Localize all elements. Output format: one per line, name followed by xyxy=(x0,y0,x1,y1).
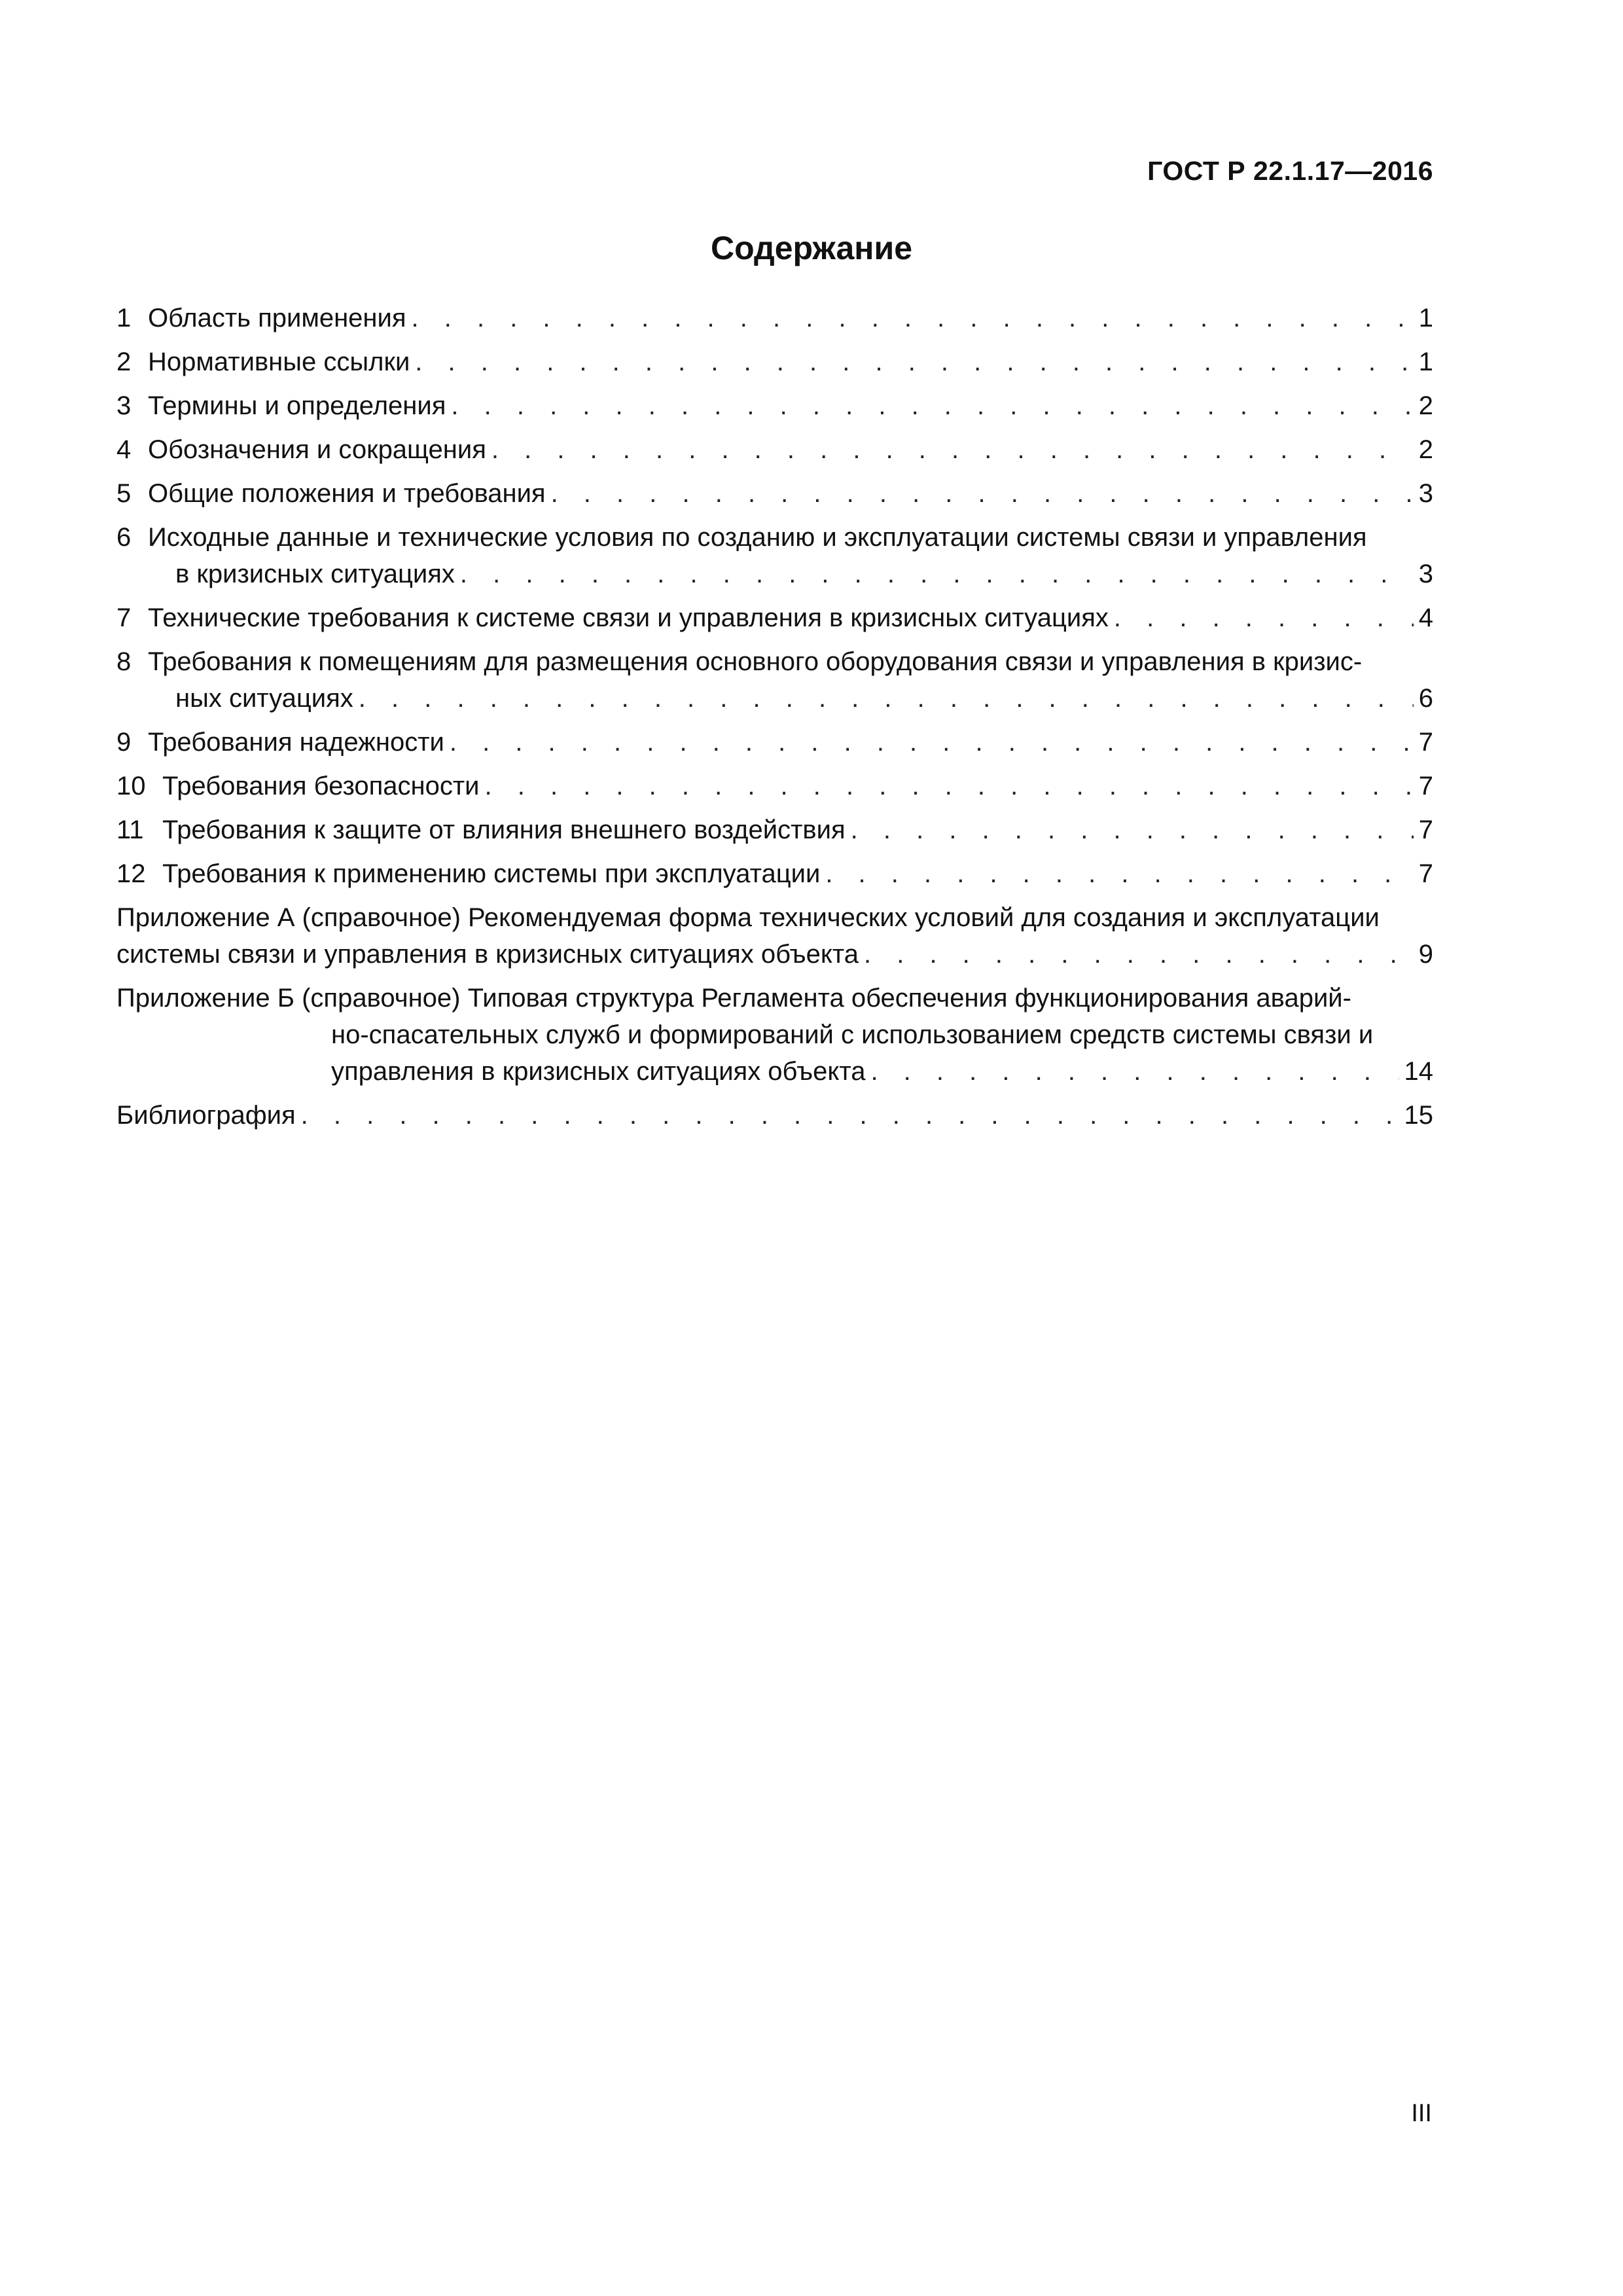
toc-label-line: Приложение А (справочное) Рекомендуемая форма технических условий для создания и эксплуатации xyxy=(116,903,1380,932)
toc-label: Требования к применению системы при эксплуатации xyxy=(162,859,821,888)
dot-leader xyxy=(450,724,1414,761)
toc-page-number: 7 xyxy=(1418,859,1433,888)
page-title: Содержание xyxy=(710,230,913,266)
dot-leader xyxy=(551,475,1414,512)
toc-number: 9 xyxy=(116,728,132,757)
dot-leader xyxy=(415,344,1413,380)
toc-number: 4 xyxy=(116,435,132,464)
dot-leader xyxy=(460,556,1414,592)
toc-label: Требования надежности xyxy=(148,728,444,757)
dot-leader xyxy=(412,300,1414,336)
toc-number: 11 xyxy=(116,816,144,844)
toc-label: Область применения xyxy=(148,304,406,332)
toc-entry[interactable] xyxy=(116,344,1433,380)
toc-bibliography[interactable] xyxy=(116,1097,1433,1134)
toc-entry[interactable] xyxy=(116,768,1433,804)
toc-label-line: Требования к помещениям для размещения основного оборудования связи и управления в кризис- xyxy=(148,647,1363,676)
toc-label: Технические требования к системе связи и управления в кризисных ситуациях xyxy=(148,603,1109,632)
toc-page-number: 7 xyxy=(1418,816,1433,844)
toc-number: 6 xyxy=(116,523,132,552)
toc-label: ных ситуациях xyxy=(175,684,353,713)
toc-entry[interactable] xyxy=(116,300,1433,336)
toc-label: Библиография xyxy=(116,1101,296,1130)
toc-page-number: 15 xyxy=(1404,1101,1433,1130)
toc-entry[interactable] xyxy=(116,387,1433,424)
toc-label: в кризисных ситуациях xyxy=(175,560,455,588)
toc-label: Требования безопасности xyxy=(162,772,480,800)
dot-leader xyxy=(1114,600,1414,636)
toc-label: Обозначения и сокращения xyxy=(148,435,486,464)
toc-page-number: 7 xyxy=(1418,728,1433,757)
dot-leader xyxy=(485,768,1414,804)
toc-page-number: 2 xyxy=(1418,435,1433,464)
toc-page-number: 3 xyxy=(1418,560,1433,588)
dot-leader xyxy=(864,936,1414,973)
toc-page-number: 1 xyxy=(1418,304,1433,332)
toc-number: 1 xyxy=(116,304,132,332)
toc-number: 7 xyxy=(116,603,132,632)
toc-label: Нормативные ссылки xyxy=(148,348,410,376)
dot-leader xyxy=(870,1053,1399,1090)
toc-appendix-a[interactable] xyxy=(116,899,1433,973)
toc-page-number: 9 xyxy=(1418,940,1433,969)
toc-label: Общие положения и требования xyxy=(148,479,546,508)
toc-label-line: но-спасательных служб и формирований с использованием средств системы связи и xyxy=(331,1020,1374,1049)
toc-page-number: 6 xyxy=(1418,684,1433,713)
toc-page-number: 3 xyxy=(1418,479,1433,508)
table-of-contents xyxy=(116,300,1433,1141)
toc-number: 5 xyxy=(116,479,132,508)
toc-entry[interactable] xyxy=(116,519,1433,592)
toc-number: 3 xyxy=(116,391,132,420)
toc-entry[interactable] xyxy=(116,643,1433,717)
page-number: III xyxy=(1411,2100,1432,2127)
toc-number: 10 xyxy=(116,772,146,800)
toc-entry[interactable] xyxy=(116,855,1433,892)
dot-leader xyxy=(851,812,1414,848)
dot-leader xyxy=(451,387,1413,424)
toc-entry[interactable] xyxy=(116,600,1433,636)
toc-number: 8 xyxy=(116,647,132,676)
toc-entry[interactable] xyxy=(116,475,1433,512)
document-code: ГОСТ Р 22.1.17—2016 xyxy=(1147,156,1433,186)
toc-number: 2 xyxy=(116,348,132,376)
toc-entry[interactable] xyxy=(116,812,1433,848)
toc-label: Требования к защите от влияния внешнего воздействия xyxy=(162,816,846,844)
toc-page-number: 7 xyxy=(1418,772,1433,800)
toc-page-number: 2 xyxy=(1418,391,1433,420)
toc-label-line: Исходные данные и технические условия по созданию и эксплуатации системы связи и управления xyxy=(148,523,1367,552)
toc-label: управления в кризисных ситуациях объекта xyxy=(331,1057,866,1086)
toc-entry[interactable] xyxy=(116,724,1433,761)
toc-page-number: 4 xyxy=(1418,603,1433,632)
toc-entry[interactable] xyxy=(116,431,1433,468)
toc-label: системы связи и управления в кризисных ситуациях объекта xyxy=(116,940,859,969)
toc-label-line: Приложение Б (справочное) Типовая структура Регламента обеспечения функционирования аварий- xyxy=(116,984,1351,1013)
dot-leader xyxy=(825,855,1413,892)
dot-leader xyxy=(359,680,1414,717)
toc-page-number: 14 xyxy=(1404,1057,1433,1086)
dot-leader xyxy=(301,1097,1399,1134)
toc-page-number: 1 xyxy=(1418,348,1433,376)
toc-appendix-b[interactable] xyxy=(116,980,1433,1090)
toc-number: 12 xyxy=(116,859,146,888)
toc-label: Термины и определения xyxy=(148,391,446,420)
dot-leader xyxy=(491,431,1414,468)
